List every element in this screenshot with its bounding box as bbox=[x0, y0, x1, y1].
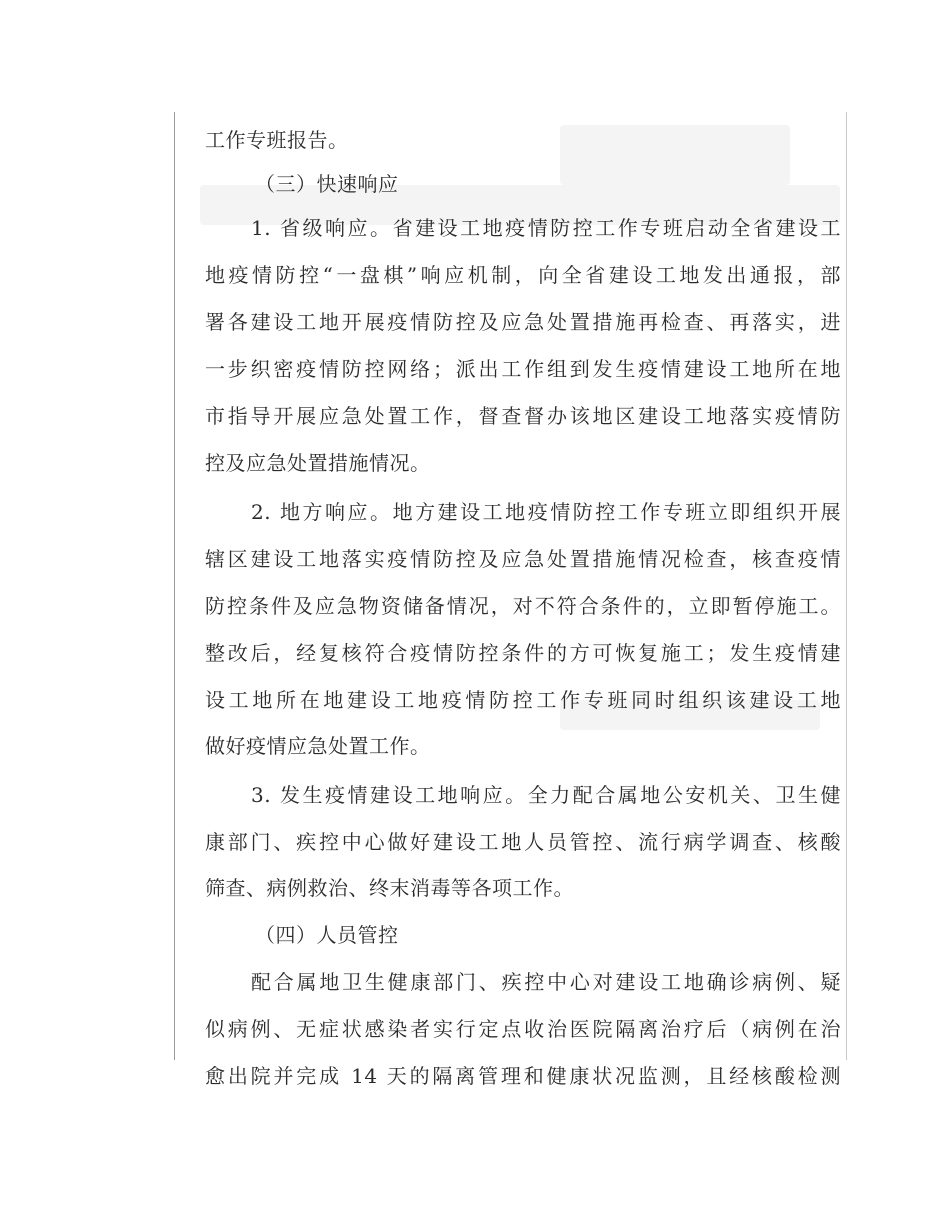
text-line: 工作专班报告。 bbox=[205, 128, 349, 152]
text-line: 设工地所在地建设工地疫情防控工作专班同时组织该建设工地 bbox=[205, 688, 841, 712]
scan-left-edge bbox=[174, 112, 175, 1060]
section-heading: （四）人员管控 bbox=[255, 923, 399, 947]
text-line: 地疫情防控“一盘棋”响应机制，向全省建设工地发出通报，部 bbox=[205, 263, 841, 287]
section-heading: （三）快速响应 bbox=[255, 172, 399, 196]
text-line: 控及应急处置措施情况。 bbox=[205, 451, 431, 475]
scan-right-edge bbox=[846, 112, 847, 1060]
text-line: 1. 省级响应。省建设工地疫情防控工作专班启动全省建设工 bbox=[251, 216, 841, 240]
text-line: 配合属地卫生健康部门、疾控中心对建设工地确诊病例、疑 bbox=[251, 970, 841, 994]
text-line: 康部门、疾控中心做好建设工地人员管控、流行病学调查、核酸 bbox=[205, 830, 841, 854]
text-line: 辖区建设工地落实疫情防控及应急处置措施情况检查，核查疫情 bbox=[205, 547, 841, 571]
text-line: 署各建设工地开展疫情防控及应急处置措施再检查、再落实，进 bbox=[205, 310, 841, 334]
text-line: 3. 发生疫情建设工地响应。全力配合属地公安机关、卫生健 bbox=[251, 783, 841, 807]
text-line: 似病例、无症状感染者实行定点收治医院隔离治疗后（病例在治 bbox=[205, 1017, 841, 1041]
text-line: 做好疫情应急处置工作。 bbox=[205, 734, 431, 758]
text-line: 筛查、病例救治、终末消毒等各项工作。 bbox=[205, 876, 574, 900]
text-line: 愈出院并完成 14 天的隔离管理和健康状况监测，且经核酸检测 bbox=[205, 1064, 841, 1088]
text-line: 整改后，经复核符合疫情防控条件的方可恢复施工；发生疫情建 bbox=[205, 641, 841, 665]
text-line: 一步织密疫情防控网络；派出工作组到发生疫情建设工地所在地 bbox=[205, 357, 841, 381]
text-line: 2. 地方响应。地方建设工地疫情防控工作专班立即组织开展 bbox=[251, 500, 841, 524]
text-line: 市指导开展应急处置工作，督查督办该地区建设工地落实疫情防 bbox=[205, 404, 841, 428]
text-line: 防控条件及应急物资储备情况，对不符合条件的，立即暂停施工。 bbox=[205, 594, 841, 618]
